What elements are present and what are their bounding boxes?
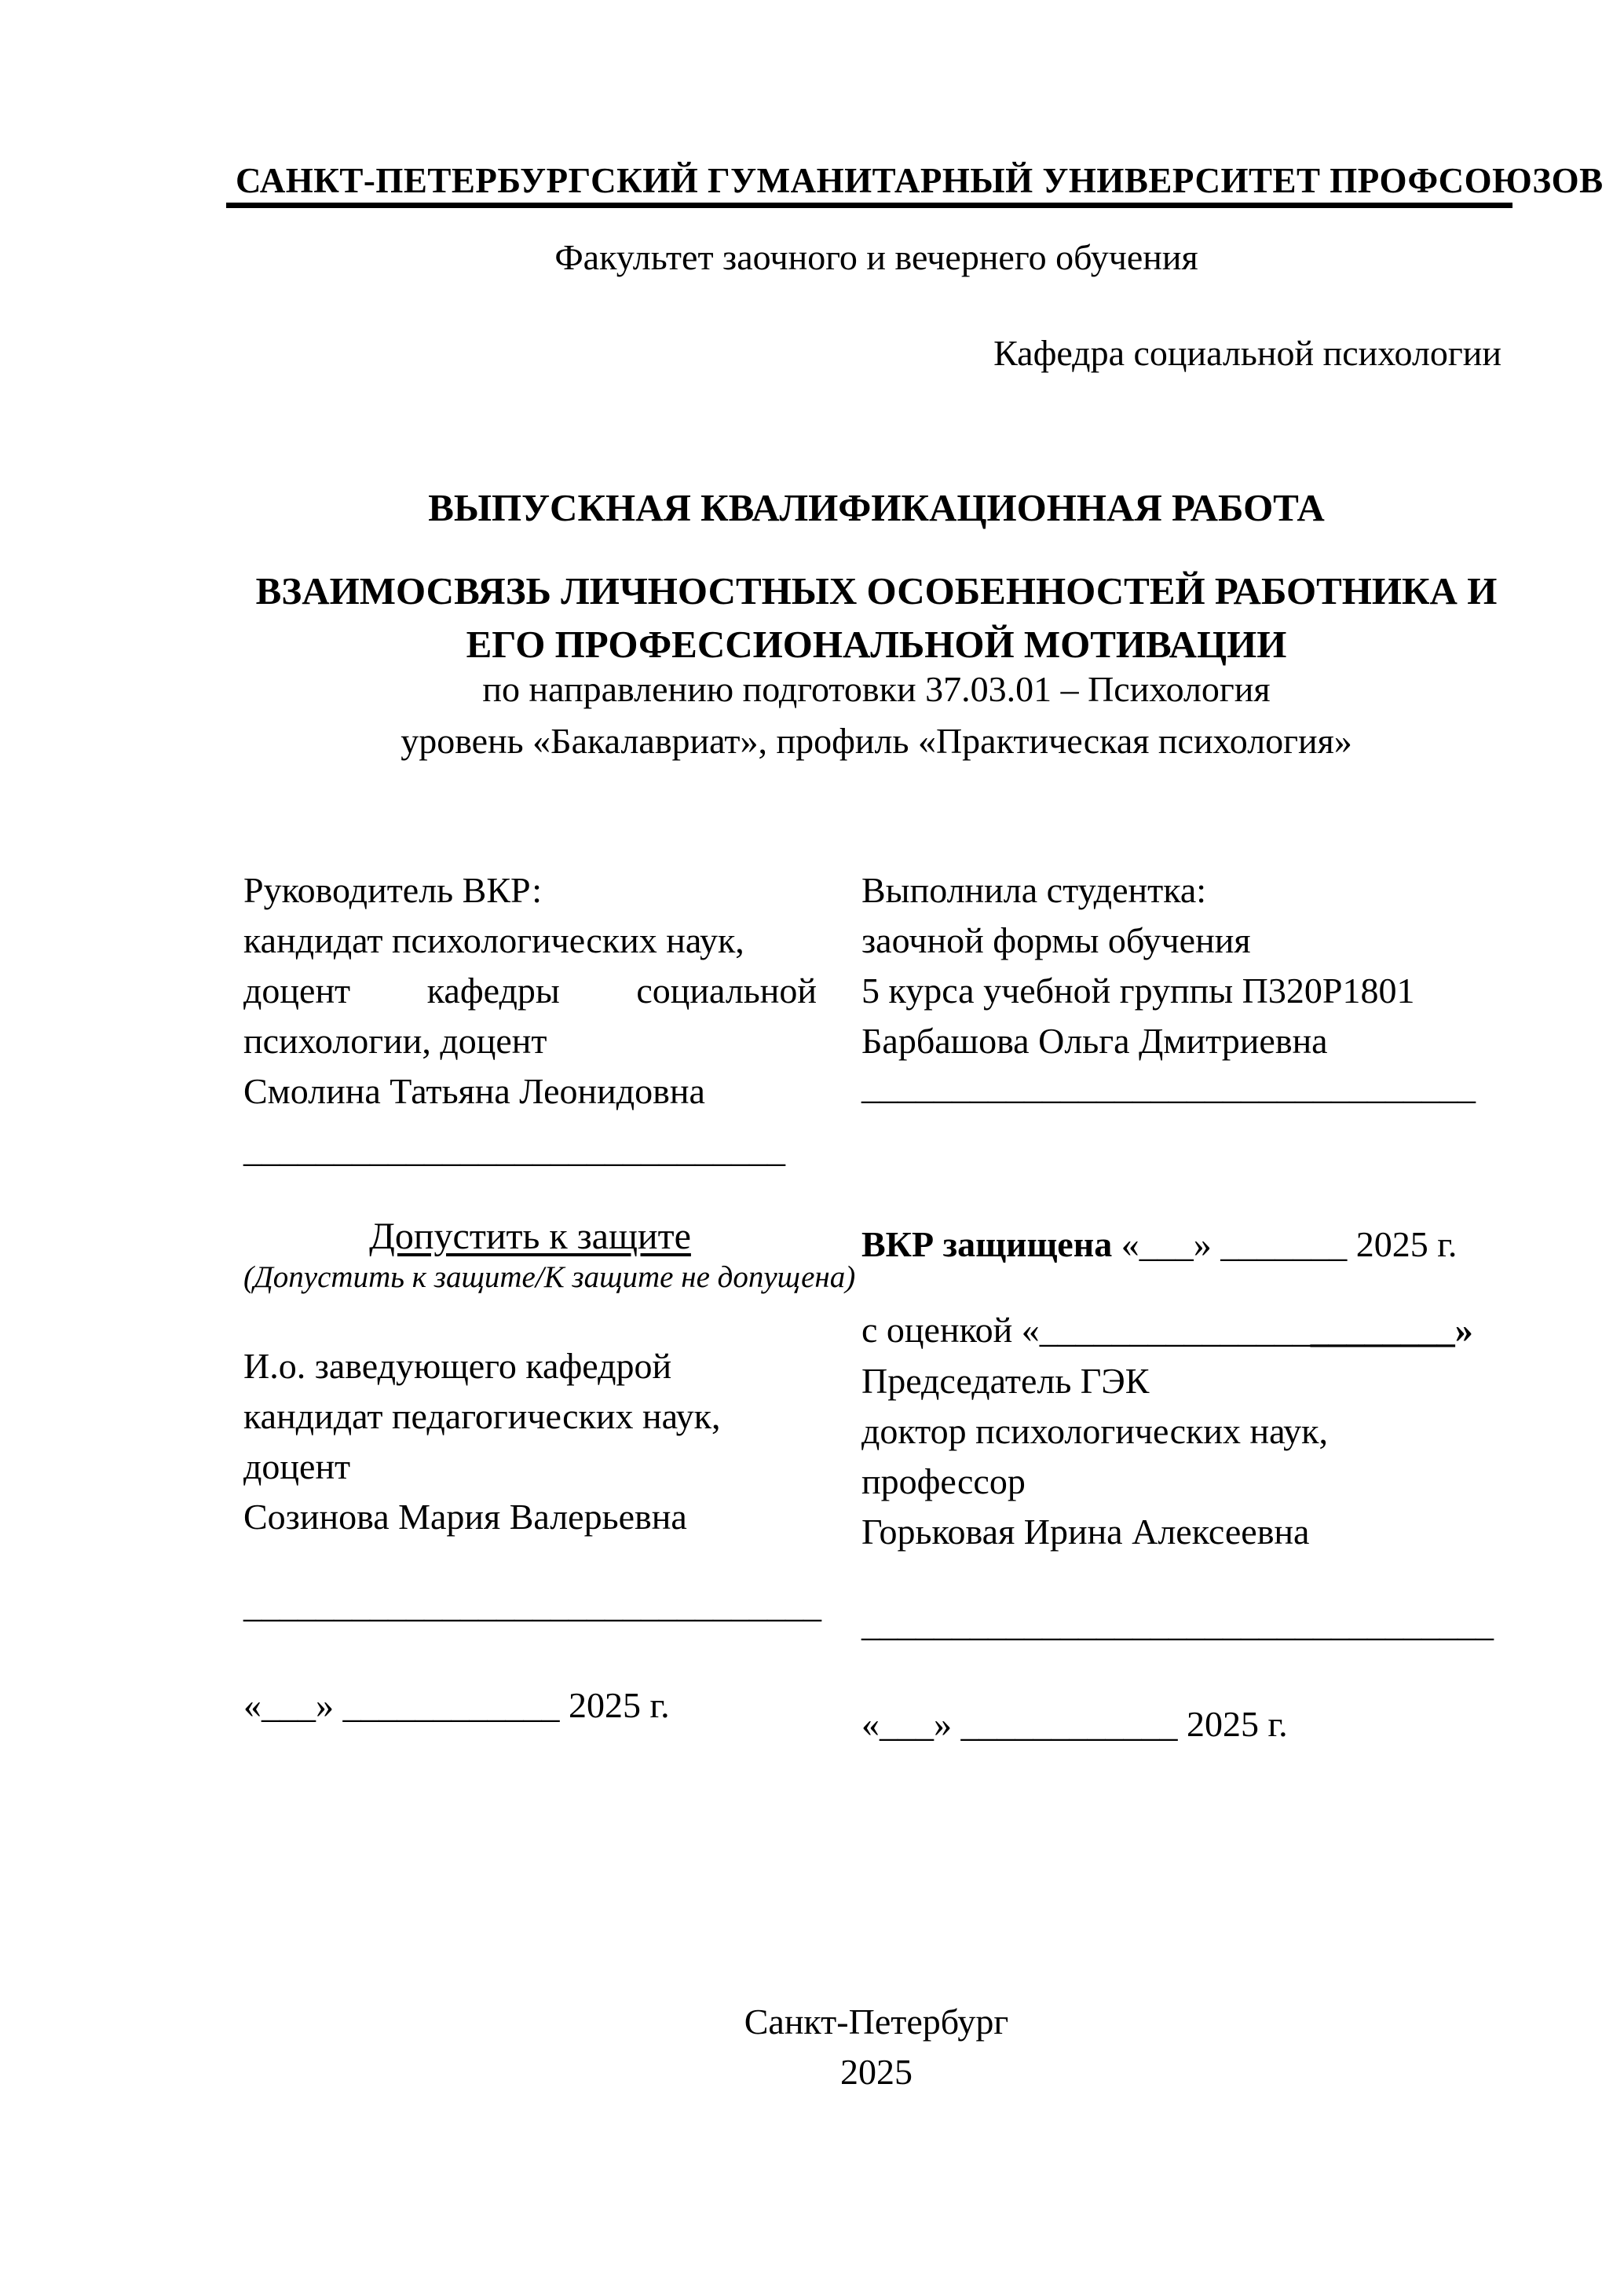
footer-block: [236, 1997, 1517, 2097]
faculty-name: Факультет заочного и вечернего обучения: [554, 237, 1198, 277]
defense-date-line: «___» ____________ 2025 г.: [861, 1704, 1288, 1744]
defense-grade-line: [861, 1305, 1521, 1355]
defense-defended-label: ВКР защищена: [861, 1224, 1113, 1264]
defense-signature-line: ___________________________________: [861, 1603, 1494, 1643]
defense-role3: профессор: [861, 1461, 1026, 1501]
admission-signature-line: ________________________________: [243, 1585, 821, 1625]
program-line: по направлению подготовки 37.03.01 – Психология: [482, 669, 1271, 709]
admission-role2: кандидат педагогических наук,: [243, 1396, 721, 1436]
defense-grade-blank-bold: ________: [1310, 1310, 1455, 1350]
supervisor-signature-line: ______________________________: [243, 1129, 785, 1169]
student-form: заочной формы обучения: [861, 920, 1251, 960]
supervisor-name: Смолина Татьяна Леонидовна: [243, 1071, 705, 1111]
program-block: [236, 664, 1517, 767]
defense-role1: Председатель ГЭК: [861, 1361, 1150, 1401]
supervisor-position2: психологии, доцент: [243, 1021, 547, 1061]
supervisor-degree: кандидат психологических наук,: [243, 920, 744, 960]
student-heading: Выполнила студентка:: [861, 870, 1207, 910]
defense-chair-name: Горьковая Ирина Алексеевна: [861, 1512, 1310, 1552]
defense-chair-block: [861, 1356, 1521, 1557]
student-name: Барбашова Ольга Дмитриевна: [861, 1021, 1328, 1061]
admission-date-line: «___» ____________ 2025 г.: [243, 1685, 670, 1725]
thesis-title-line1: ВЗАИМОСВЯЗЬ ЛИЧНОСТНЫХ ОСОБЕННОСТЕЙ РАБОТНИКА И: [255, 569, 1498, 612]
header-divider: [226, 203, 1512, 208]
student-signature-line: __________________________________: [861, 1066, 1476, 1106]
supervisor-heading: Руководитель ВКР:: [243, 870, 543, 910]
admission-signer-block: [243, 1341, 817, 1542]
student-group: 5 курса учебной группы П320Р1801: [861, 971, 1415, 1011]
level-line: уровень «Бакалавриат», профиль «Практическая психология»: [401, 721, 1352, 761]
work-type-heading: ВЫПУСКНАЯ КВАЛИФИКАЦИОННАЯ РАБОТА: [428, 486, 1325, 529]
department-name: Кафедра социальной психологии: [993, 333, 1501, 373]
defense-grade-blank: _______________: [1039, 1310, 1311, 1350]
admission-note: (Допустить к защите/К защите не допущена): [243, 1260, 856, 1294]
thesis-title: [236, 565, 1517, 671]
thesis-title-line2: ЕГО ПРОФЕССИОНАЛЬНОЙ МОТИВАЦИИ: [466, 623, 1287, 666]
admission-role1: И.о. заведующего кафедрой: [243, 1346, 672, 1386]
footer-year: 2025: [840, 2052, 913, 2092]
defense-role2: доктор психологических наук,: [861, 1411, 1329, 1451]
supervisor-position: доцент кафедры социальной: [243, 971, 817, 1011]
defense-defended-blank: «___» _______ 2025 г.: [1112, 1224, 1458, 1264]
admission-heading: Допустить к защите: [369, 1216, 691, 1257]
student-block: [861, 865, 1521, 1066]
defense-defended-line: [861, 1219, 1521, 1270]
supervisor-block: [243, 865, 817, 1117]
admission-role3: доцент: [243, 1446, 351, 1486]
university-name: САНКТ-ПЕТЕРБУРГСКИЙ ГУМАНИТАРНЫЙ УНИВЕРСИТЕТ ПРОФСОЮЗОВ: [236, 161, 1604, 200]
admission-signer-name: Созинова Мария Валерьевна: [243, 1497, 687, 1537]
defense-grade-prefix: с оценкой «: [861, 1310, 1040, 1350]
defense-grade-close-quote: »: [1454, 1310, 1473, 1350]
footer-city: Санкт-Петербург: [744, 2002, 1009, 2042]
